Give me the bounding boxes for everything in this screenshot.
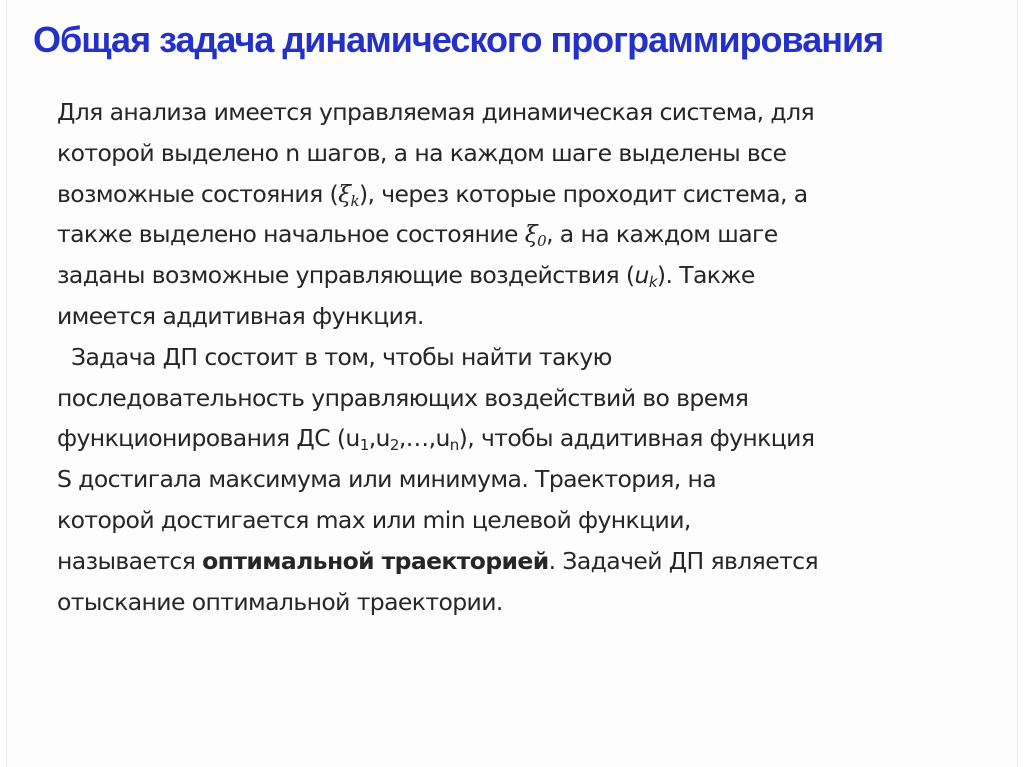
text-line-10: S достигала максимума или минимума. Траектория, на [57,465,717,494]
text-line-13: отыскание оптимальной траектории. [57,587,503,616]
emphasis-optimal-trajectory: оптимальной траекторией [202,546,549,575]
xi-symbol: ξ [524,220,538,249]
text-line-8: последовательность управляющих воздействий во время [57,383,749,412]
text-line-9 [57,418,997,459]
text-line-7: Задача ДП состоит в том, чтобы найти такую [71,342,612,371]
subscript-k: k [350,191,359,210]
text-fragment: ). Также [656,261,755,290]
text-fragment: функционирования ДС (u [57,424,360,453]
text-fragment: , а на каждом шаге [546,220,778,249]
slide [6,0,1018,767]
subscript-2: 2 [389,436,399,455]
text-fragment: возможные состояния ( [57,179,339,208]
text-line-11: которой достигается max или min целевой функции, [57,505,691,534]
u-symbol: u [634,261,649,290]
text-fragment: также выделено начальное состояние [57,220,525,249]
text-line-1: Для анализа имеется управляемая динамическая система, для [57,98,815,126]
text-line-5 [57,255,997,296]
text-fragment: ), чтобы аддитивная функция [458,424,815,453]
subscript-1: 1 [359,436,369,455]
text-fragment: ), через которые проходит система, а [358,179,808,208]
slide-title: Общая задача динамического программирования [33,19,884,60]
text-fragment: ,…,u [398,424,450,453]
text-fragment: называется [57,546,203,575]
xi-symbol: ξ [338,179,351,208]
text-fragment: . Задачей ДП является [548,546,819,575]
text-line-12 [57,541,997,582]
subscript-k: k [648,273,657,292]
text-line-2: которой выделено n шагов, а на каждом шаге выделены все [57,138,787,167]
text-line-4 [57,214,997,255]
slide-body-text [57,92,997,622]
text-fragment: заданы возможные управляющие воздействия ( [57,261,635,290]
text-line-3 [57,174,997,215]
subscript-n: n [449,436,459,455]
text-line-6: имеется аддитивная функция. [57,301,424,330]
subscript-zero: 0 [537,232,547,251]
text-fragment: ,u [368,424,390,453]
